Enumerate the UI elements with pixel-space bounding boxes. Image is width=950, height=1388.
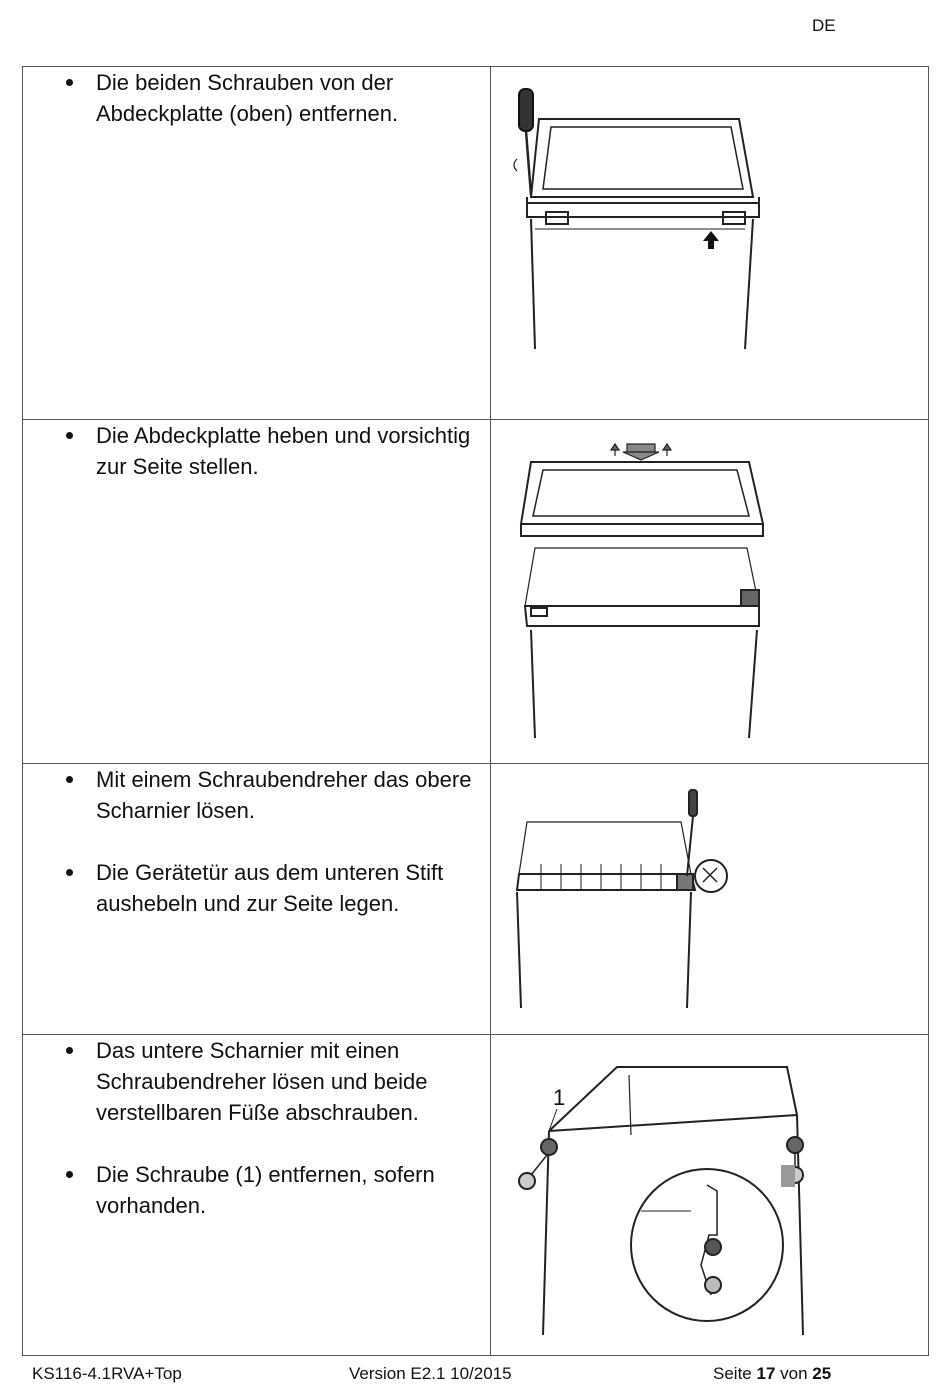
step-2-figure-cell	[491, 420, 929, 764]
bullet-icon	[66, 79, 73, 86]
hinge-detail-icon	[695, 860, 727, 892]
step-3-text-cell	[23, 764, 491, 1035]
lower-hinge-illustration	[491, 1035, 928, 1355]
bullet-icon	[66, 869, 73, 876]
step-1-figure-cell	[491, 67, 929, 420]
footer-page-number	[713, 1364, 831, 1384]
step-1-text-cell	[23, 67, 491, 420]
step-4-text-cell	[23, 1035, 491, 1356]
language-code: DE	[812, 16, 836, 35]
bullet-text: Mit einem Schraubendreher das obere Scharnier lösen.	[96, 767, 472, 823]
step-3-bullet-1	[23, 764, 490, 826]
step-4-figure-cell	[491, 1035, 929, 1356]
step-row-2	[23, 420, 929, 764]
screwdriver-icon	[687, 790, 697, 876]
step-row-3	[23, 764, 929, 1035]
step-4-bullet-1	[23, 1035, 490, 1128]
detail-magnifier-icon	[631, 1169, 783, 1321]
fridge-top-screws-illustration	[491, 67, 928, 419]
arrow-up-icon	[703, 231, 719, 249]
bullet-icon	[66, 432, 73, 439]
page-total: 25	[812, 1364, 832, 1383]
step-4-bullet-2	[23, 1159, 490, 1221]
bullet-text: Die beiden Schrauben von der Abdeckplatte (oben) entfernen.	[96, 70, 399, 126]
bullet-icon	[66, 1171, 73, 1178]
screwdriver-icon	[514, 89, 533, 195]
bullet-icon	[66, 1047, 73, 1054]
upper-hinge-illustration	[491, 764, 928, 1034]
step-row-1	[23, 67, 929, 420]
page-current: 17	[756, 1364, 776, 1383]
footer-version: Version E2.1 10/2015	[349, 1364, 512, 1383]
step-2-bullet-1	[23, 420, 490, 482]
step-3-bullet-2	[23, 857, 490, 919]
step-3-figure-cell	[491, 764, 929, 1035]
bullet-icon	[66, 776, 73, 783]
arrows-icon	[611, 444, 671, 460]
callout-number: 1	[553, 1085, 566, 1110]
instruction-table	[22, 66, 929, 1356]
page-middle: von	[780, 1364, 808, 1383]
lift-cover-illustration	[491, 420, 928, 763]
step-2-text-cell	[23, 420, 491, 764]
step-1-bullet-1	[23, 67, 490, 129]
bullet-text: Die Gerätetür aus dem unteren Stift aushebeln und zur Seite legen.	[96, 860, 444, 916]
bullet-text: Die Abdeckplatte heben und vorsichtig zur Seite stellen.	[96, 423, 471, 479]
footer-model: KS116-4.1RVA+Top	[32, 1364, 182, 1383]
bullet-text: Die Schraube (1) entfernen, sofern vorhanden.	[96, 1162, 435, 1218]
page-prefix: Seite	[713, 1364, 752, 1383]
step-row-4	[23, 1035, 929, 1356]
bullet-text: Das untere Scharnier mit einen Schraubendreher lösen und beide verstellbaren Füße abschrauben.	[96, 1038, 428, 1125]
